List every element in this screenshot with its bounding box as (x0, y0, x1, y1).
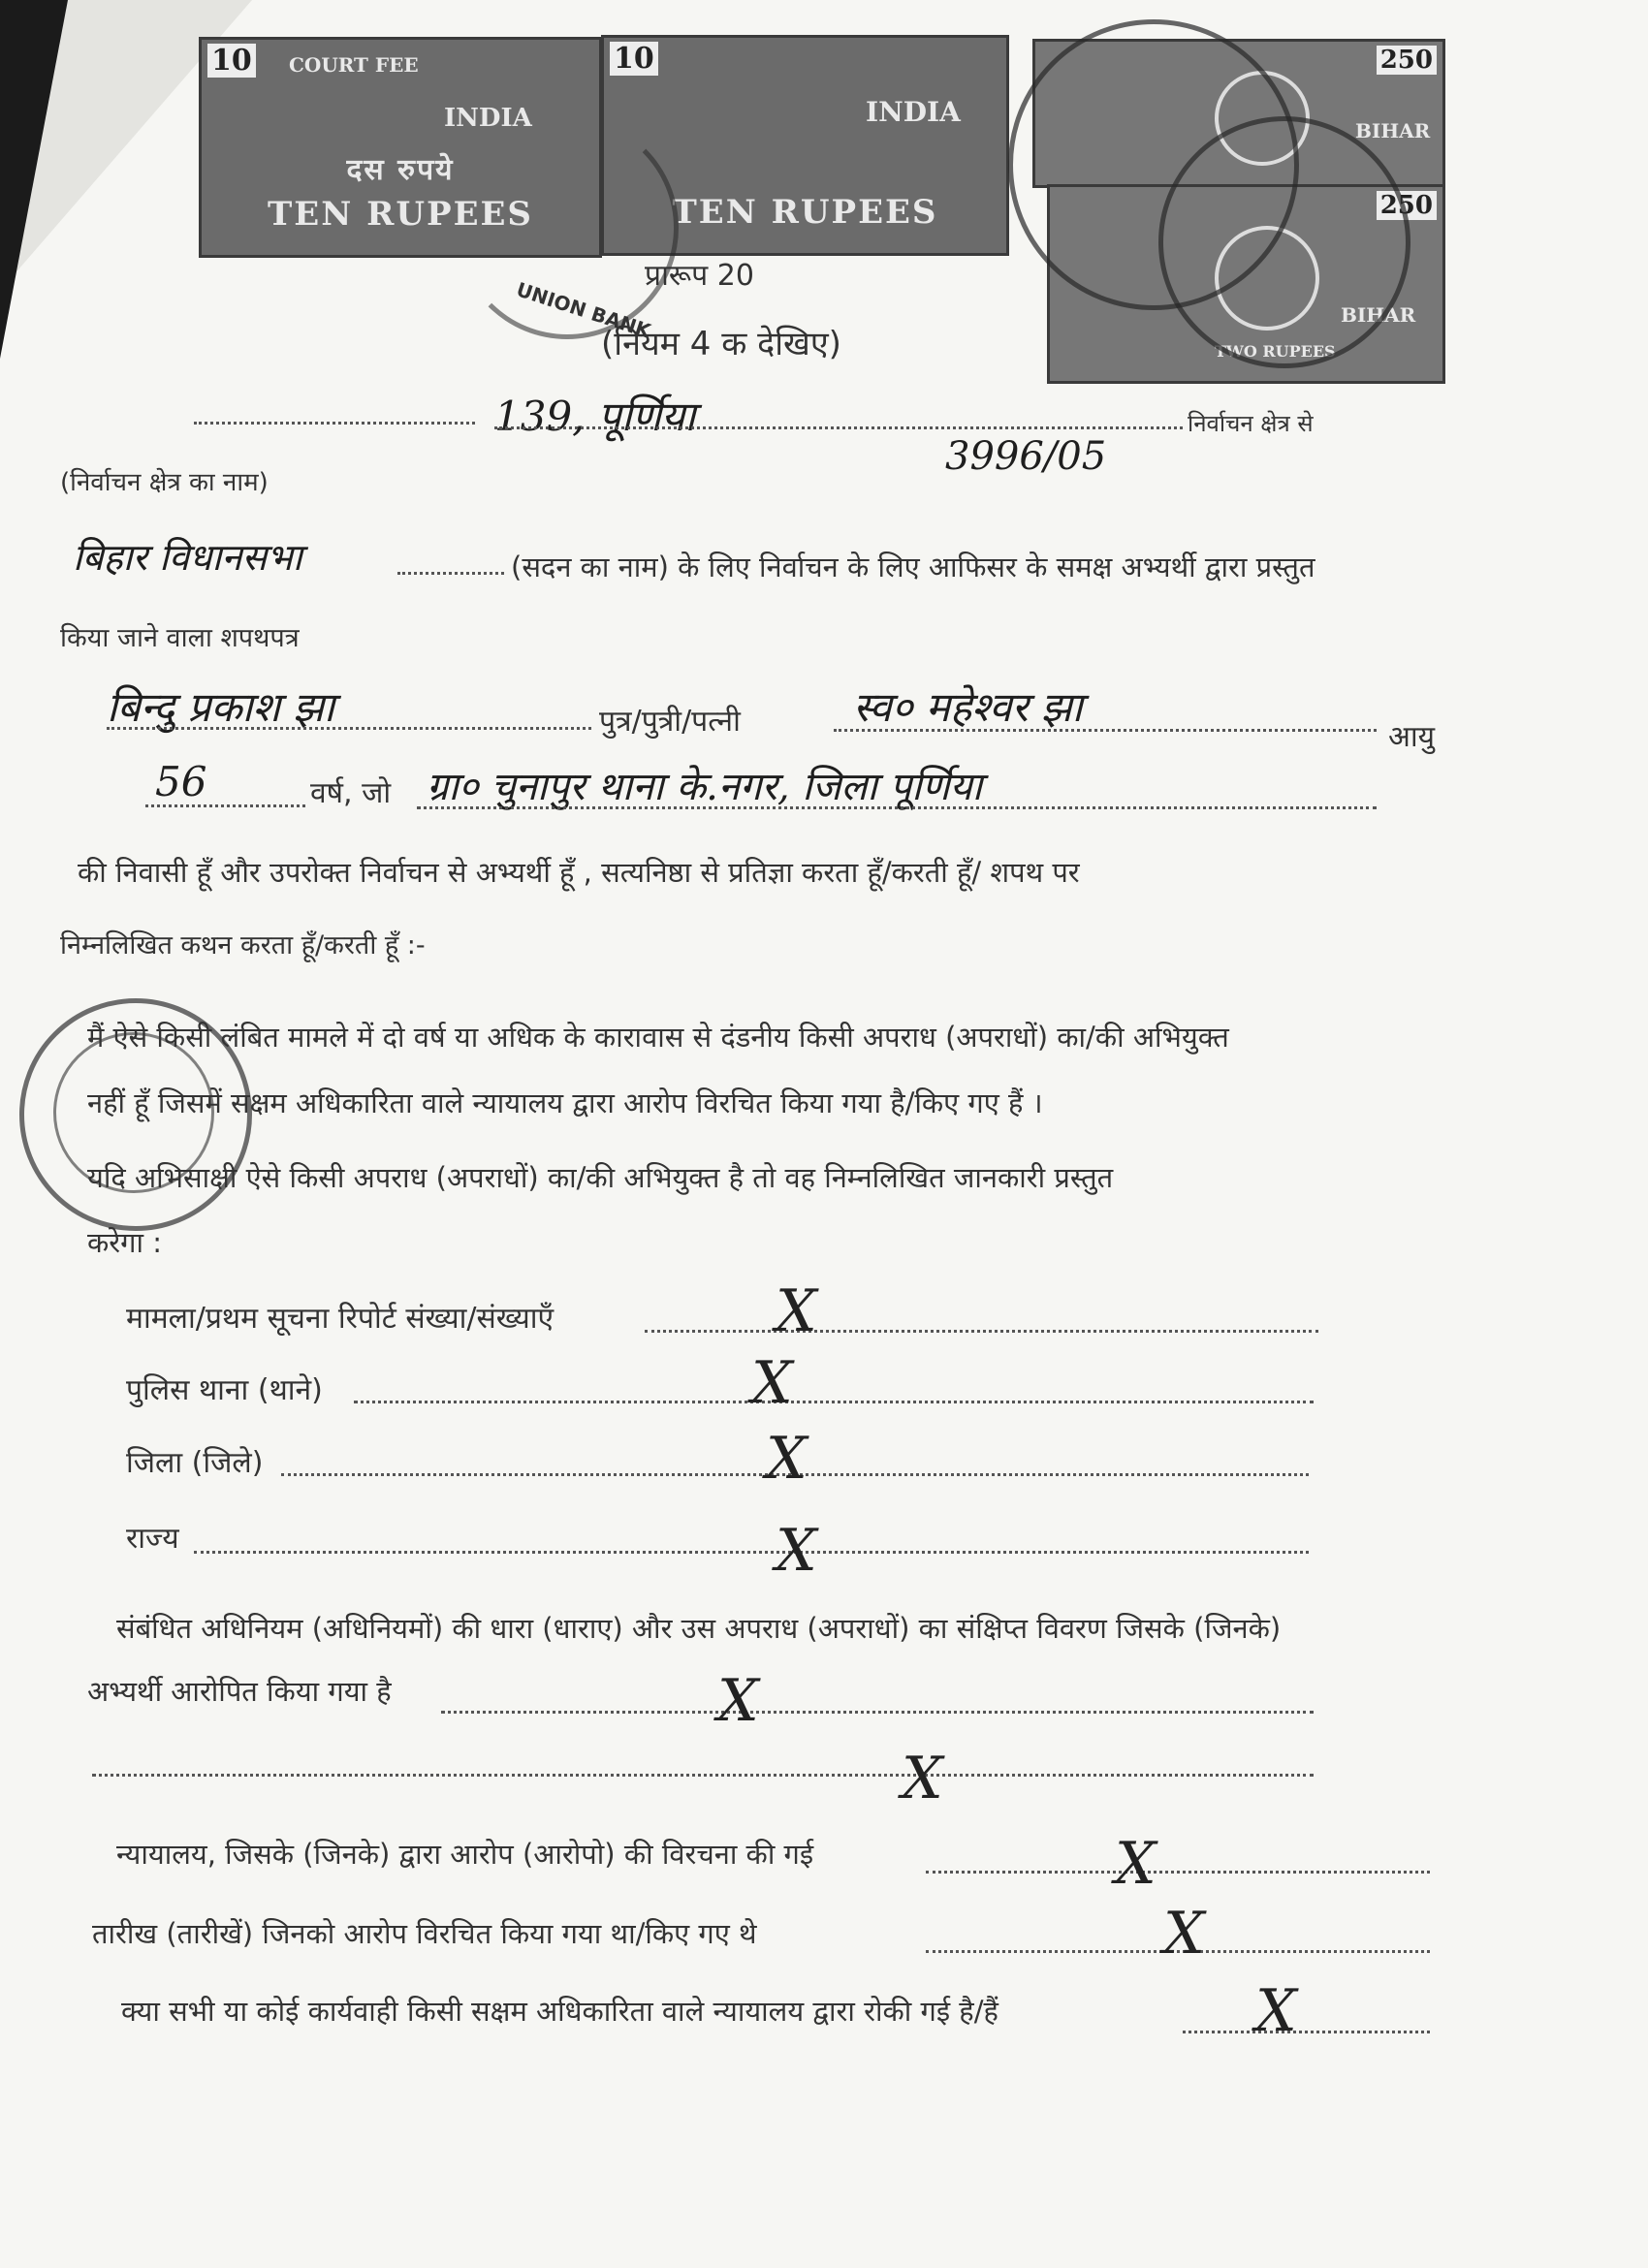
acts-line-1: संबंधित अधिनियम (अधिनियमों) की धारा (धाराए) और उस अपराध (अपराधों) का संक्षिप्त विवरण जिसके (जिनके) (116, 1612, 1282, 1645)
declaration-line-1: की निवासी हूँ और उपरोक्त निर्वाचन से अभ्यर्थी हूँ , सत्यनिष्ठा से प्रतिज्ञा करता हूँ/करती हूँ/ शपथ पर (78, 856, 1080, 889)
declaration-line-2: निम्नलिखित कथन करता हूँ/करती हूँ :- (60, 930, 426, 961)
stamp-state: BIHAR (1355, 119, 1431, 142)
deponent-name: बिन्दु प्रकाश झा (107, 683, 335, 731)
dotted-line (354, 1401, 1314, 1403)
dotted-line (417, 806, 1377, 809)
stamp-country: INDIA (866, 96, 961, 128)
stamp-value: 250 (1377, 191, 1437, 220)
stamp-value: 10 (610, 42, 658, 76)
dotted-line (834, 729, 1377, 732)
dotted-line (194, 1551, 1309, 1554)
stamp-top-text: COURT FEE (289, 53, 419, 77)
house-label-continued: किया जाने वाला शपथपत्र (60, 623, 300, 653)
stamp-english-text: TEN RUPEES (268, 195, 533, 234)
stamp-value: 10 (207, 44, 256, 78)
serial-number: 3996/05 (945, 434, 1107, 479)
field-police-station-label: पुलिस थाना (थाने) (126, 1373, 323, 1407)
house-label: (सदन का नाम) के लिए निर्वाचन के लिए आफिसर के समक्ष अभ्यर्थी द्वारा प्रस्तुत (511, 551, 1315, 583)
field-case-number-label: मामला/प्रथम सूचना रिपोर्ट संख्या/संख्याएँ (126, 1302, 555, 1336)
stamp-hindi-text: दस रुपये (346, 153, 455, 187)
paragraph-2-line-2: करेगा : (87, 1226, 162, 1259)
house-name-value: बिहार विधानसभा (73, 536, 302, 579)
dotted-line (645, 1330, 1318, 1333)
dotted-line (1183, 2031, 1430, 2033)
dotted-line (441, 1711, 1314, 1714)
age-label: आयु (1388, 720, 1436, 754)
dotted-line (397, 572, 504, 575)
field-police-station-value: X (751, 1349, 793, 1417)
acts-value-2: X (902, 1745, 943, 1812)
court-value: X (1115, 1830, 1157, 1898)
proceedings-label: क्या सभी या कोई कार्यवाही किसी सक्षम अधिकारिता वाले न्यायालय द्वारा रोकी गई है/हैं (121, 1995, 998, 2028)
cancellation-seal-2 (1158, 116, 1410, 368)
stamp-state: BIHAR (1341, 303, 1416, 327)
dotted-line (926, 1871, 1430, 1874)
constituency-number: 139, पूर्णिया (494, 393, 696, 440)
page-corner-shadow (0, 0, 68, 359)
stamp-note: TWO RUPEES (1215, 342, 1336, 361)
field-case-number-value: X (776, 1277, 817, 1345)
field-district-label: जिला (जिले) (126, 1446, 264, 1480)
proceedings-value: X (1255, 1977, 1297, 2045)
dates-label: तारीख (तारीखें) जिनको आरोप विरचित किया गया था/किए गए थे (92, 1917, 757, 1950)
years-label: वर्ष, जो (310, 776, 392, 810)
paragraph-1-line-1: मैं ऐसे किसी लंबित मामले में दो वर्ष या अधिक के कारावास से दंडनीय किसी अपराध (अपराधों) का/की अभियुक्त (87, 1021, 1229, 1054)
dotted-line (145, 804, 305, 807)
acts-line-2: अभ्यर्थी आरोपित किया गया है (87, 1675, 392, 1708)
relation-label: पुत्र/पुत्री/पत्नी (599, 705, 741, 739)
age-value: 56 (155, 758, 207, 805)
address-value: ग्रा० चुनापुर थाना के.नगर, जिला पूर्णिया (427, 765, 983, 809)
dates-value: X (1163, 1900, 1205, 1968)
constituency-label: निर्वाचन क्षेत्र से (1188, 410, 1314, 437)
court-label: न्यायालय, जिसके (जिनके) द्वारा आरोप (आरोपो) की विरचना की गई (116, 1838, 814, 1871)
acts-value-1: X (717, 1667, 759, 1735)
field-district-value: X (766, 1425, 808, 1493)
dotted-line (194, 422, 475, 425)
bank-seal-text: UNION BANK (513, 277, 654, 343)
dotted-line (92, 1774, 1314, 1777)
dotted-line (494, 426, 1183, 429)
form-number: प्रारूप 20 (645, 259, 754, 293)
rule-reference: (नियम 4 क देखिए) (601, 325, 841, 363)
stamp-english-text: TEN RUPEES (672, 193, 938, 232)
field-state-value: X (776, 1517, 817, 1585)
field-state-label: राज्य (126, 1522, 179, 1556)
stamp-value: 250 (1377, 46, 1437, 75)
paragraph-2-line-1: यदि अभिसाक्षी ऐसे किसी अपराध (अपराधों) का/की अभियुक्त है तो वह निम्नलिखित जानकारी प्रस्तुत (87, 1161, 1114, 1194)
father-name: स्व० महेश्वर झा (853, 683, 1083, 731)
dotted-line (107, 727, 591, 730)
constituency-name-label: (निर्वाचन क्षेत्र का नाम) (60, 468, 269, 497)
stamp-country: INDIA (444, 104, 532, 133)
paragraph-1-line-2: नहीं हूँ जिसमें सक्षम अधिकारिता वाले न्यायालय द्वारा आरोप विरचित किया गया है/किए गए हैं । (87, 1087, 1043, 1119)
